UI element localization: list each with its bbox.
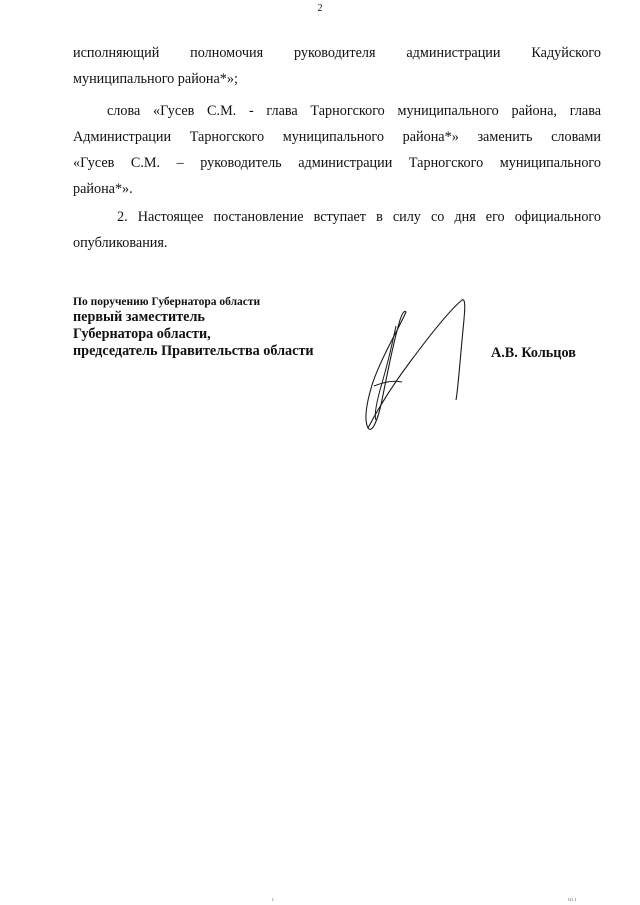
signature-instruction: По поручению Губернатора области bbox=[73, 296, 261, 308]
signer-title-line: председатель Правительства области bbox=[73, 343, 314, 359]
signer-name: А.В. Кольцов bbox=[491, 345, 576, 361]
scan-edge-mark: ı bbox=[272, 897, 274, 903]
handwritten-signature bbox=[350, 290, 480, 435]
paragraph-line: муниципального района*»; bbox=[73, 71, 238, 87]
document-body bbox=[73, 40, 601, 256]
paragraph-line: «Гусев С.М. – руководитель администрации Тарногского муниципального bbox=[73, 155, 601, 171]
paragraph-line: 2. Настоящее постановление вступает в силу со дня его официального bbox=[117, 209, 601, 225]
paragraph-line: исполняющий полномочия руководителя администрации Кадуйского bbox=[73, 45, 601, 61]
page-number: 2 bbox=[317, 3, 323, 14]
paragraph-line: слова «Гусев С.М. - глава Тарногского муниципального района, глава bbox=[107, 103, 601, 119]
paragraph-line: опубликования. bbox=[73, 235, 168, 251]
signer-title-line: первый заместитель bbox=[73, 309, 205, 325]
paragraph-line: Администрации Тарногского муниципального района*» заменить словами bbox=[73, 129, 601, 145]
signature-block bbox=[73, 295, 314, 360]
signer-title-line: Губернатора области, bbox=[73, 326, 211, 342]
paragraph-line: района*». bbox=[73, 181, 133, 197]
scan-edge-mark: ııı ı bbox=[568, 897, 577, 903]
